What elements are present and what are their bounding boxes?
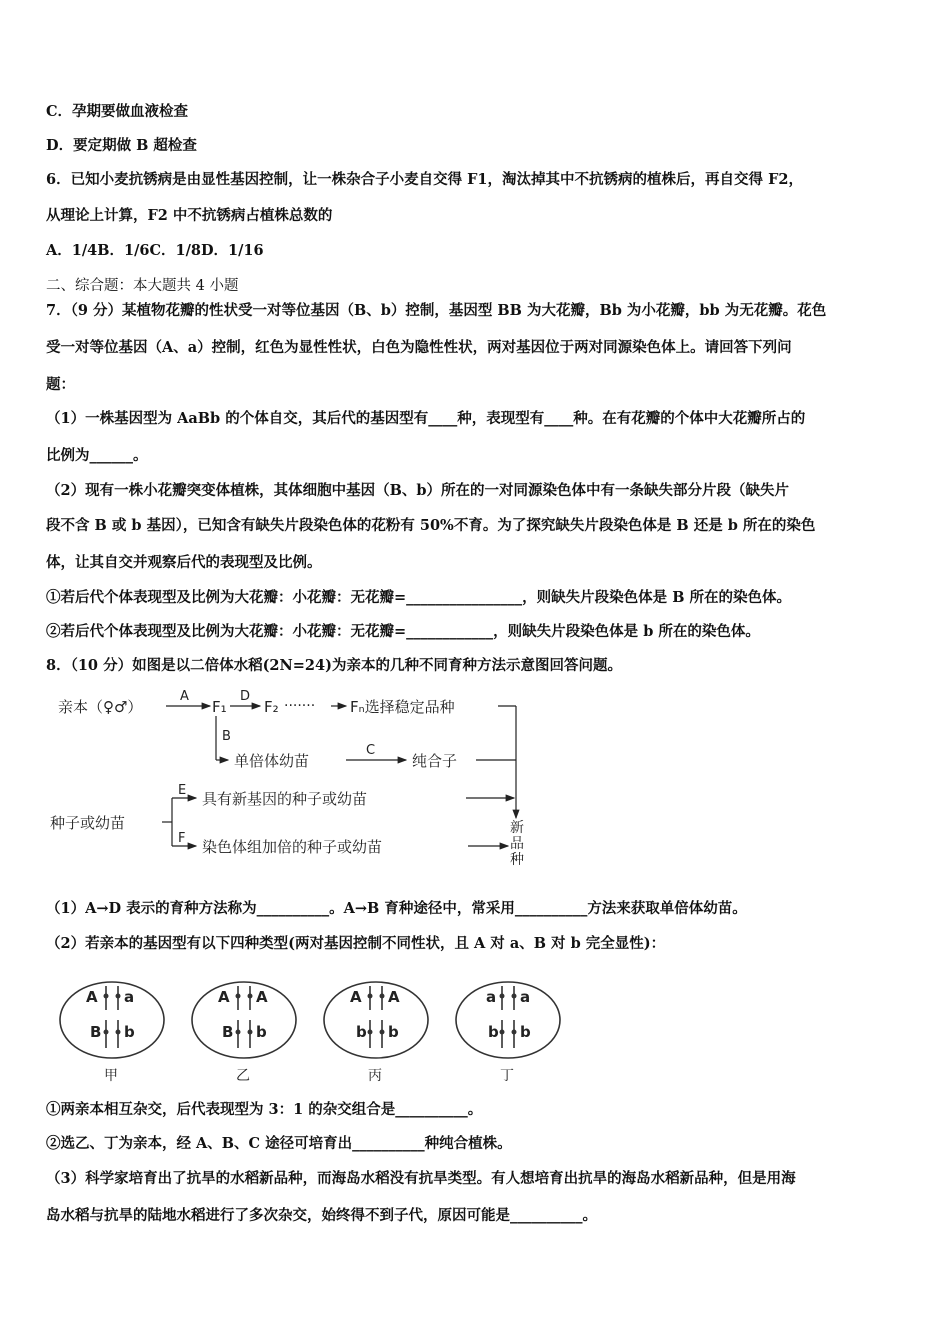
q8-intro: 8．（10 分）如图是以二倍体水稻(2N=24)为亲本的几种不同育种方法示意图回答问题。 <box>46 657 622 674</box>
cell-yi <box>192 982 296 1058</box>
q8-part3-line1: （3）科学家培育出了抗旱的水稻新品种，而海岛水稻没有抗旱类型。有人想培育出抗旱的海岛水稻新品种，但是用海 <box>46 1170 796 1187</box>
jia-allele-4: b <box>124 1023 135 1041</box>
section-title: 二、综合题：本大题共 4 小题 <box>46 278 239 294</box>
ding-allele-2: a <box>520 988 531 1006</box>
q7-part2-line3: 体，让其自交并观察后代的表现型及比例。 <box>46 554 322 571</box>
bing-allele-2: A <box>388 988 400 1006</box>
ding-allele-3: b <box>488 1023 499 1041</box>
option-d: D．要定期做 B 超检查 <box>46 137 197 154</box>
q7-part1-line2: 比例为______。 <box>46 447 148 464</box>
seed-label: 种子或幼苗 <box>50 814 126 832</box>
jia-allele-3: B <box>90 1023 102 1041</box>
step-d-label: D <box>240 689 251 704</box>
f2-label: F₂ <box>264 698 279 716</box>
dots-label: ······· <box>284 698 316 714</box>
step-e-label: E <box>178 783 187 798</box>
yi-allele-1: A <box>218 988 230 1006</box>
cell-bing <box>324 982 428 1058</box>
pure-label: 纯合子 <box>412 752 458 770</box>
doubled-label: 染色体组加倍的种子或幼苗 <box>202 838 383 856</box>
q7-sub2: ②若后代个体表现型及比例为大花瓣：小花瓣：无花瓣=____________，则缺失片段染色体是 b 所在的染色体。 <box>46 623 760 640</box>
new-variety-char3: 种 <box>510 852 524 868</box>
newgene-label: 具有新基因的种子或幼苗 <box>202 790 368 808</box>
option-c: C．孕期要做血液检查 <box>46 103 189 120</box>
q8-part3-line2: 岛水稻与抗旱的陆地水稻进行了多次杂交，始终得不到子代，原因可能是__________。 <box>46 1207 597 1224</box>
q6-line2: 从理论上计算，F2 中不抗锈病占植株总数的 <box>46 207 333 224</box>
step-c-label: C <box>366 743 376 758</box>
q8-sub1: ①两亲本相互杂交，后代表现型为 3：1 的杂交组合是__________。 <box>46 1101 483 1118</box>
parent-label: 亲本（♀♂） <box>58 698 143 716</box>
step-b-label: B <box>222 729 231 744</box>
new-variety-char2: 品 <box>510 836 524 852</box>
cell-ding <box>456 982 560 1058</box>
cell-jia <box>60 982 164 1058</box>
q7-line1: 7．（9 分）某植物花瓣的性状受一对等位基因（B、b）控制，基因型 BB 为大花瓣，Bb 为小花瓣，bb 为无花瓣。花色 <box>46 302 827 319</box>
step-f-label: F <box>178 831 186 846</box>
q8-sub2: ②选乙、丁为亲本，经 A、B、C 途径可培育出__________种纯合植株。 <box>46 1135 512 1152</box>
step-a-label: A <box>180 689 189 704</box>
jia-allele-2: a <box>124 988 135 1006</box>
cell-name-yi: 乙 <box>236 1068 250 1084</box>
jia-allele-1: A <box>86 988 98 1006</box>
q6-options: A．1/4B．1/6C．1/8D．1/16 <box>46 242 264 259</box>
bing-allele-4: b <box>388 1023 399 1041</box>
fn-label: Fₙ选择稳定品种 <box>350 698 455 716</box>
bing-allele-3: b <box>356 1023 367 1041</box>
haploid-label: 单倍体幼苗 <box>234 752 310 770</box>
ding-allele-4: b <box>520 1023 531 1041</box>
f1-label: F₁ <box>212 698 227 716</box>
q8-part1: （1）A→D 表示的育种方法称为__________。A→B 育种途径中，常采用__________方法来获取单倍体幼苗。 <box>46 900 747 917</box>
yi-allele-3: B <box>222 1023 234 1041</box>
q7-part1-line1: （1）一株基因型为 AaBb 的个体自交，其后代的基因型有____种，表现型有____种。在有花瓣的个体中大花瓣所占的 <box>46 410 806 427</box>
cell-name-jia: 甲 <box>104 1068 118 1084</box>
q6-line1: 6．已知小麦抗锈病是由显性基因控制，让一株杂合子小麦自交得 F1，淘汰掉其中不抗锈病的植株后，再自交得 F2， <box>46 171 803 188</box>
new-variety-char1: 新 <box>510 820 524 836</box>
yi-allele-4: b <box>256 1023 267 1041</box>
ding-allele-1: a <box>486 988 497 1006</box>
bing-allele-1: A <box>350 988 362 1006</box>
breeding-diagram <box>46 686 536 872</box>
q7-sub1: ①若后代个体表现型及比例为大花瓣：小花瓣：无花瓣=________________，则缺失片段染色体是 B 所在的染色体。 <box>46 589 791 606</box>
q8-part2: （2）若亲本的基因型有以下四种类型(两对基因控制不同性状，且 A 对 a、B 对 b 完全显性)： <box>46 935 666 952</box>
q7-line2: 受一对等位基因（A、a）控制，红色为显性性状，白色为隐性性状，两对基因位于两对同源染色体上。请回答下列问 <box>46 339 792 356</box>
genotype-cells-figure <box>46 972 566 1088</box>
q7-part2-line1: （2）现有一株小花瓣突变体植株，其体细胞中基因（B、b）所在的一对同源染色体中有一条缺失部分片段（缺失片 <box>46 482 789 499</box>
yi-allele-2: A <box>256 988 268 1006</box>
q7-line3: 题： <box>46 376 75 393</box>
cell-name-ding: 丁 <box>500 1068 514 1084</box>
q7-part2-line2: 段不含 B 或 b 基因），已知含有缺失片段染色体的花粉有 50%不育。为了探究缺失片段染色体是 B 还是 b 所在的染色 <box>46 517 816 534</box>
cell-name-bing: 丙 <box>368 1068 382 1084</box>
